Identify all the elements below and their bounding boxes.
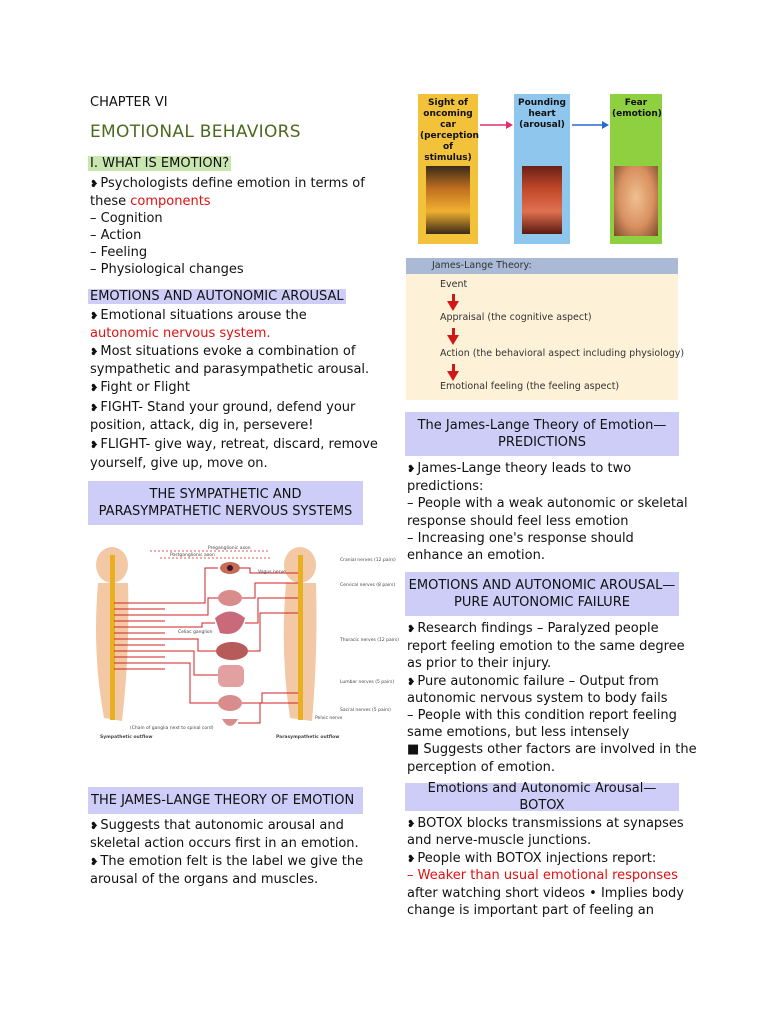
bullet-icon: ❥ bbox=[90, 403, 99, 414]
flight-line-2: yourself, give up, move on. bbox=[90, 456, 268, 471]
panel-title: James-Lange Theory: bbox=[432, 260, 532, 271]
label-cranial: Cranial nerves (12 pairs) bbox=[340, 558, 396, 563]
flight-line-1: ❥ FLIGHT- give way, retreat, discard, remove bbox=[90, 437, 378, 452]
botox-line-6: change is important part of feeling an bbox=[407, 903, 654, 918]
bullet-icon: ❥ bbox=[90, 311, 99, 322]
arousal-line-2: autonomic nervous system. bbox=[90, 326, 271, 341]
bullet-icon: ❥ bbox=[407, 677, 416, 688]
pred-line-2: predictions: bbox=[407, 479, 484, 494]
panel-action: Action (the behavioral aspect including physiology) bbox=[440, 348, 685, 359]
label-lumbar: Lumbar nerves (5 pairs) bbox=[340, 680, 395, 685]
bullet-icon: ❥ bbox=[90, 383, 99, 394]
arrow-right-icon bbox=[478, 118, 514, 132]
arrow-down-icon bbox=[447, 371, 459, 381]
bullet-icon: ❥ bbox=[90, 821, 99, 832]
paf-line-1: ❥ Research findings – Paralyzed people bbox=[407, 621, 659, 636]
label-sacral: Sacral nerves (5 pairs) bbox=[340, 708, 391, 713]
bullet-icon: ❥ bbox=[90, 857, 99, 868]
label-chain: (Chain of ganglia next to spinal cord) bbox=[130, 726, 214, 731]
component-item: – Feeling bbox=[90, 245, 148, 260]
paf-line-4: ❥ Pure autonomic failure – Output from bbox=[407, 674, 659, 689]
page-title: EMOTIONAL BEHAVIORS bbox=[90, 122, 301, 142]
nervous-system-diagram bbox=[90, 543, 399, 743]
botox-line-2: and nerve-muscle junctions. bbox=[407, 833, 592, 848]
botox-line-1: ❥ BOTOX blocks transmissions at synapses bbox=[407, 816, 684, 831]
flow-box-stimulus: Sight of oncoming car (perception of stimulus) bbox=[418, 94, 478, 244]
bullet-icon: ❥ bbox=[407, 464, 416, 475]
component-item: – Cognition bbox=[90, 211, 163, 226]
label-vagus: Vagus nerve bbox=[258, 570, 286, 575]
car-headlights-image bbox=[426, 166, 470, 234]
paf-line-8: ■ Suggests other factors are involved in the bbox=[407, 742, 697, 757]
arousal-line-4: sympathetic and parasympathetic arousal. bbox=[90, 362, 370, 377]
flow-box-arousal: Pounding heart (arousal) bbox=[514, 94, 570, 244]
flow-box-emotion: Fear (emotion) bbox=[610, 94, 662, 244]
james-lange-flow-panel bbox=[406, 258, 685, 400]
bullet-icon: ❥ bbox=[90, 440, 99, 451]
pred-line-5: – Increasing one's response should bbox=[407, 531, 634, 546]
arousal-line-1: ❥ Emotional situations arouse the bbox=[90, 308, 307, 323]
jl-line-3: ❥ The emotion felt is the label we give the bbox=[90, 854, 364, 869]
arousal-line-3: ❥ Most situations evoke a combination of bbox=[90, 344, 356, 359]
jl-line-2: skeletal action occurs first in an emotion. bbox=[90, 836, 359, 851]
paf-line-2: report feeling emotion to the same degree bbox=[407, 639, 685, 654]
label-pelvic: Pelvic nerve bbox=[315, 716, 343, 721]
james-lange-heading-box: THE JAMES-LANGE THEORY OF EMOTION bbox=[88, 787, 363, 814]
arousal-line-5: ❥ Fight or Flight bbox=[90, 380, 190, 395]
botox-line-5: after watching short videos • Implies body bbox=[407, 886, 684, 901]
pred-line-4: response should feel less emotion bbox=[407, 514, 629, 529]
bullet-icon: ❥ bbox=[90, 179, 99, 190]
fight-line-2: position, attack, dig in, persevere! bbox=[90, 418, 314, 433]
sympathetic-heading-box bbox=[88, 481, 363, 525]
bullet-icon: ❥ bbox=[407, 819, 416, 830]
component-item: – Physiological changes bbox=[90, 262, 244, 277]
sympathetic-heading-line-1: THE SYMPATHETIC AND bbox=[149, 487, 302, 502]
component-item: – Action bbox=[90, 228, 142, 243]
section-heading-what-is-emotion: I. WHAT IS EMOTION? bbox=[90, 156, 230, 171]
botox-line-4: – Weaker than usual emotional responses bbox=[407, 868, 678, 883]
define-line-2: these components bbox=[90, 194, 211, 209]
botox-heading-box: Emotions and Autonomic Arousal— BOTOX bbox=[405, 783, 679, 811]
predictions-heading-box: The James-Lange Theory of Emotion— PREDICTIONS bbox=[405, 412, 679, 456]
paf-line-6: – People with this condition report feeling bbox=[407, 708, 677, 723]
define-line-1: ❥ Psychologists define emotion in terms of bbox=[90, 176, 365, 191]
panel-feeling: Emotional feeling (the feeling aspect) bbox=[440, 381, 620, 392]
heart-image bbox=[522, 166, 562, 234]
fear-face-image bbox=[614, 166, 658, 236]
pure-autonomic-failure-heading-box: EMOTIONS AND AUTONOMIC AROUSAL— PURE AUTONOMIC FAILURE bbox=[405, 572, 679, 616]
chapter-label: CHAPTER VI bbox=[90, 95, 168, 110]
label-cervical: Cervical nerves (8 pairs) bbox=[340, 583, 396, 588]
label-celiac: Celiac ganglion bbox=[178, 630, 213, 635]
pred-line-1: ❥ James-Lange theory leads to two bbox=[407, 461, 632, 476]
label-parasympathetic-outflow: Parasympathetic outflow bbox=[276, 735, 340, 740]
panel-event: Event bbox=[440, 279, 468, 290]
botox-line-3: ❥ People with BOTOX injections report: bbox=[407, 851, 657, 866]
sympathetic-heading-line-2: PARASYMPATHETIC NERVOUS SYSTEMS bbox=[98, 504, 353, 519]
arrow-right-icon bbox=[570, 118, 610, 132]
jl-line-1: ❥ Suggests that autonomic arousal and bbox=[90, 818, 344, 833]
bullet-icon: ❥ bbox=[90, 347, 99, 358]
pred-line-6: enhance an emotion. bbox=[407, 548, 545, 563]
jl-line-4: arousal of the organs and muscles. bbox=[90, 872, 319, 887]
label-postganglionic: Postganglionic axon bbox=[170, 553, 215, 558]
arrow-down-icon bbox=[447, 335, 459, 345]
paf-line-3: as prior to their injury. bbox=[407, 656, 552, 671]
sympathetic-body-figure bbox=[96, 547, 165, 721]
pred-line-3: – People with a weak autonomic or skeletal bbox=[407, 496, 688, 511]
paf-line-9: perception of emotion. bbox=[407, 760, 556, 775]
arrow-down-icon bbox=[447, 301, 459, 311]
label-preganglionic: Preganglionic axon bbox=[208, 546, 251, 551]
bullet-icon: ❥ bbox=[407, 854, 416, 865]
organs-column bbox=[215, 562, 248, 726]
panel-appraisal: Appraisal (the cognitive aspect) bbox=[440, 312, 592, 323]
section-heading-autonomic-arousal: EMOTIONS AND AUTONOMIC AROUSAL bbox=[90, 289, 344, 304]
fight-line-1: ❥ FIGHT- Stand your ground, defend your bbox=[90, 400, 356, 415]
paf-line-7: same emotions, but less intensely bbox=[407, 725, 630, 740]
bullet-icon: ❥ bbox=[407, 624, 416, 635]
label-thoracic: Thoracic nerves (12 pairs) bbox=[340, 638, 399, 643]
label-sympathetic-outflow: Sympathetic outflow bbox=[100, 735, 153, 740]
paf-line-5: autonomic nervous system to body fails bbox=[407, 691, 668, 706]
